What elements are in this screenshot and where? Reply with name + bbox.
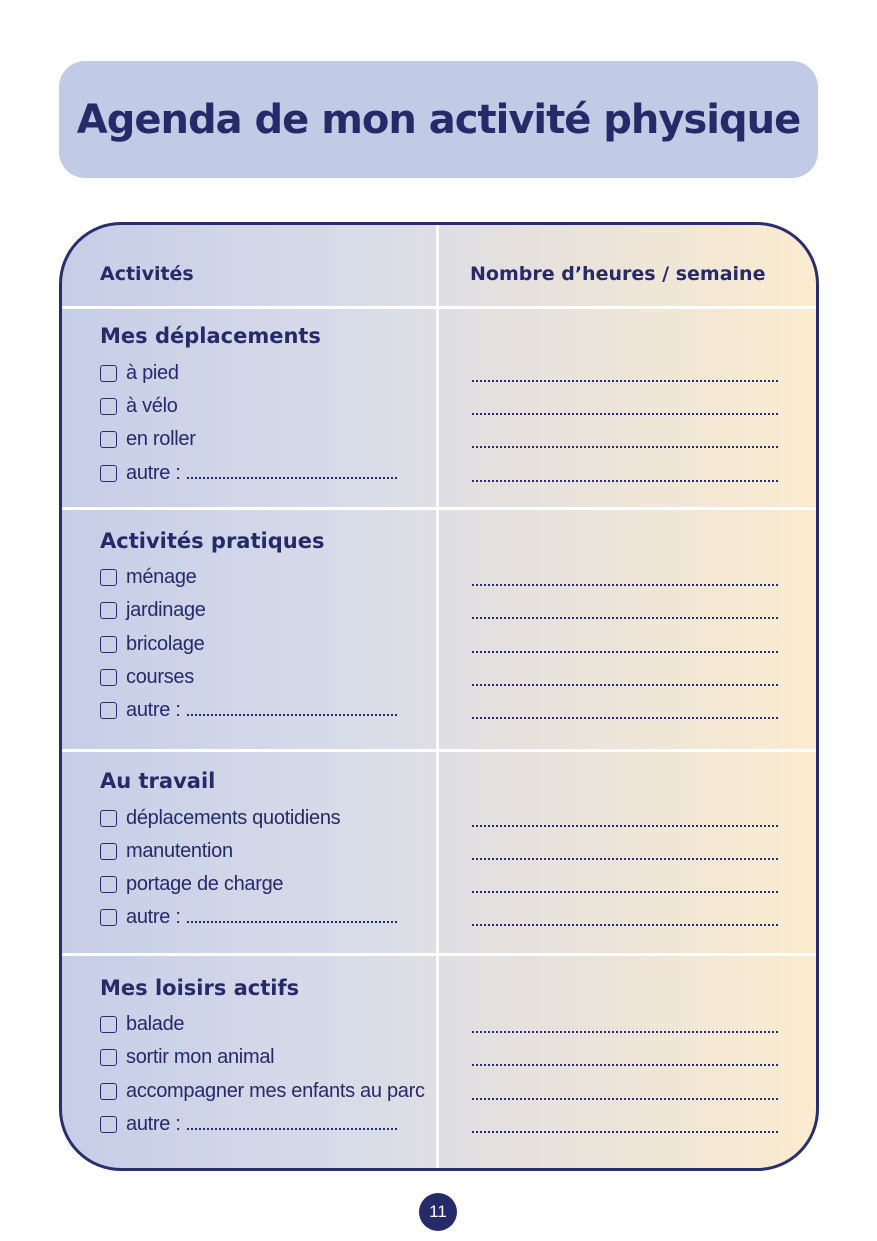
activity-label-row: [126, 462, 397, 485]
activity-row: [100, 599, 816, 627]
activity-row: [100, 395, 816, 423]
activity-label: autre :: [126, 462, 181, 484]
activity-row: [100, 566, 816, 594]
page-number: 11: [429, 1202, 447, 1221]
section-title: Au travail: [100, 769, 216, 793]
activity-row: [100, 699, 816, 727]
checkbox[interactable]: [100, 636, 117, 653]
checkbox[interactable]: [100, 909, 117, 926]
hours-entry-line[interactable]: [472, 684, 778, 686]
activity-label: déplacements quotidiens: [126, 807, 341, 829]
hours-entry-line[interactable]: [472, 858, 778, 860]
checkbox[interactable]: [100, 1083, 117, 1100]
page-title: Agenda de mon activité physique: [76, 96, 801, 143]
hours-column-header: Nombre d’heures / semaine: [470, 263, 766, 285]
activity-label: balade: [126, 1013, 185, 1035]
checkbox[interactable]: [100, 602, 117, 619]
activity-row: [100, 633, 816, 661]
activity-label-row: [126, 906, 397, 929]
section-divider: [62, 749, 816, 752]
checkbox[interactable]: [100, 398, 117, 415]
activity-row: [100, 428, 816, 456]
section-divider: [62, 953, 816, 956]
activity-label: autre :: [126, 699, 181, 721]
title-banner: [59, 61, 818, 178]
section-divider: [62, 507, 816, 510]
activity-row: [100, 873, 816, 901]
checkbox[interactable]: [100, 1116, 117, 1133]
hours-entry-line[interactable]: [472, 651, 778, 653]
activity-row: [100, 1013, 816, 1041]
activity-label: ménage: [126, 566, 197, 588]
hours-entry-line[interactable]: [472, 1064, 778, 1066]
activity-label: à pied: [126, 362, 179, 384]
hours-entry-line[interactable]: [472, 891, 778, 893]
activity-label: manutention: [126, 840, 233, 862]
checkbox[interactable]: [100, 702, 117, 719]
hours-entry-line[interactable]: [472, 924, 778, 926]
other-entry-line[interactable]: [187, 917, 397, 923]
hours-entry-line[interactable]: [472, 446, 778, 448]
hours-entry-line[interactable]: [472, 617, 778, 619]
other-entry-line[interactable]: [187, 473, 397, 479]
activity-row: [100, 362, 816, 390]
activities-column-header: Activités: [100, 263, 194, 285]
activity-label: autre :: [126, 906, 181, 928]
hours-entry-line[interactable]: [472, 480, 778, 482]
checkbox[interactable]: [100, 431, 117, 448]
page-number-badge: [419, 1193, 457, 1231]
hours-entry-line[interactable]: [472, 1131, 778, 1133]
checkbox[interactable]: [100, 1016, 117, 1033]
hours-entry-line[interactable]: [472, 825, 778, 827]
activity-label-row: [126, 1113, 397, 1136]
activity-row: [100, 1046, 816, 1074]
activity-label: à vélo: [126, 395, 178, 417]
section-title: Activités pratiques: [100, 529, 325, 553]
activity-label: bricolage: [126, 633, 205, 655]
activity-row: [100, 666, 816, 694]
hours-entry-line[interactable]: [472, 717, 778, 719]
checkbox[interactable]: [100, 876, 117, 893]
activity-row: [100, 1113, 816, 1141]
activity-label: autre :: [126, 1113, 181, 1135]
activity-label: accompagner mes enfants au parc: [126, 1080, 425, 1102]
section-title: Mes déplacements: [100, 324, 321, 348]
hours-entry-line[interactable]: [472, 1031, 778, 1033]
checkbox[interactable]: [100, 465, 117, 482]
checkbox[interactable]: [100, 365, 117, 382]
checkbox[interactable]: [100, 1049, 117, 1066]
activity-row: [100, 462, 816, 490]
activity-label: sortir mon animal: [126, 1046, 275, 1068]
header-divider: [62, 306, 816, 309]
activity-label-row: [126, 699, 397, 722]
checkbox[interactable]: [100, 810, 117, 827]
activity-agenda-table: [59, 222, 819, 1171]
other-entry-line[interactable]: [187, 710, 397, 716]
activity-row: [100, 840, 816, 868]
checkbox[interactable]: [100, 669, 117, 686]
activity-row: [100, 1080, 816, 1108]
activity-row: [100, 906, 816, 934]
checkbox[interactable]: [100, 569, 117, 586]
activity-label: portage de charge: [126, 873, 284, 895]
activity-label: courses: [126, 666, 194, 688]
hours-entry-line[interactable]: [472, 1098, 778, 1100]
activity-label: jardinage: [126, 599, 206, 621]
activity-label: en roller: [126, 428, 196, 450]
activity-row: [100, 807, 816, 835]
hours-entry-line[interactable]: [472, 380, 778, 382]
checkbox[interactable]: [100, 843, 117, 860]
hours-entry-line[interactable]: [472, 584, 778, 586]
other-entry-line[interactable]: [187, 1124, 397, 1130]
section-title: Mes loisirs actifs: [100, 976, 300, 1000]
hours-entry-line[interactable]: [472, 413, 778, 415]
